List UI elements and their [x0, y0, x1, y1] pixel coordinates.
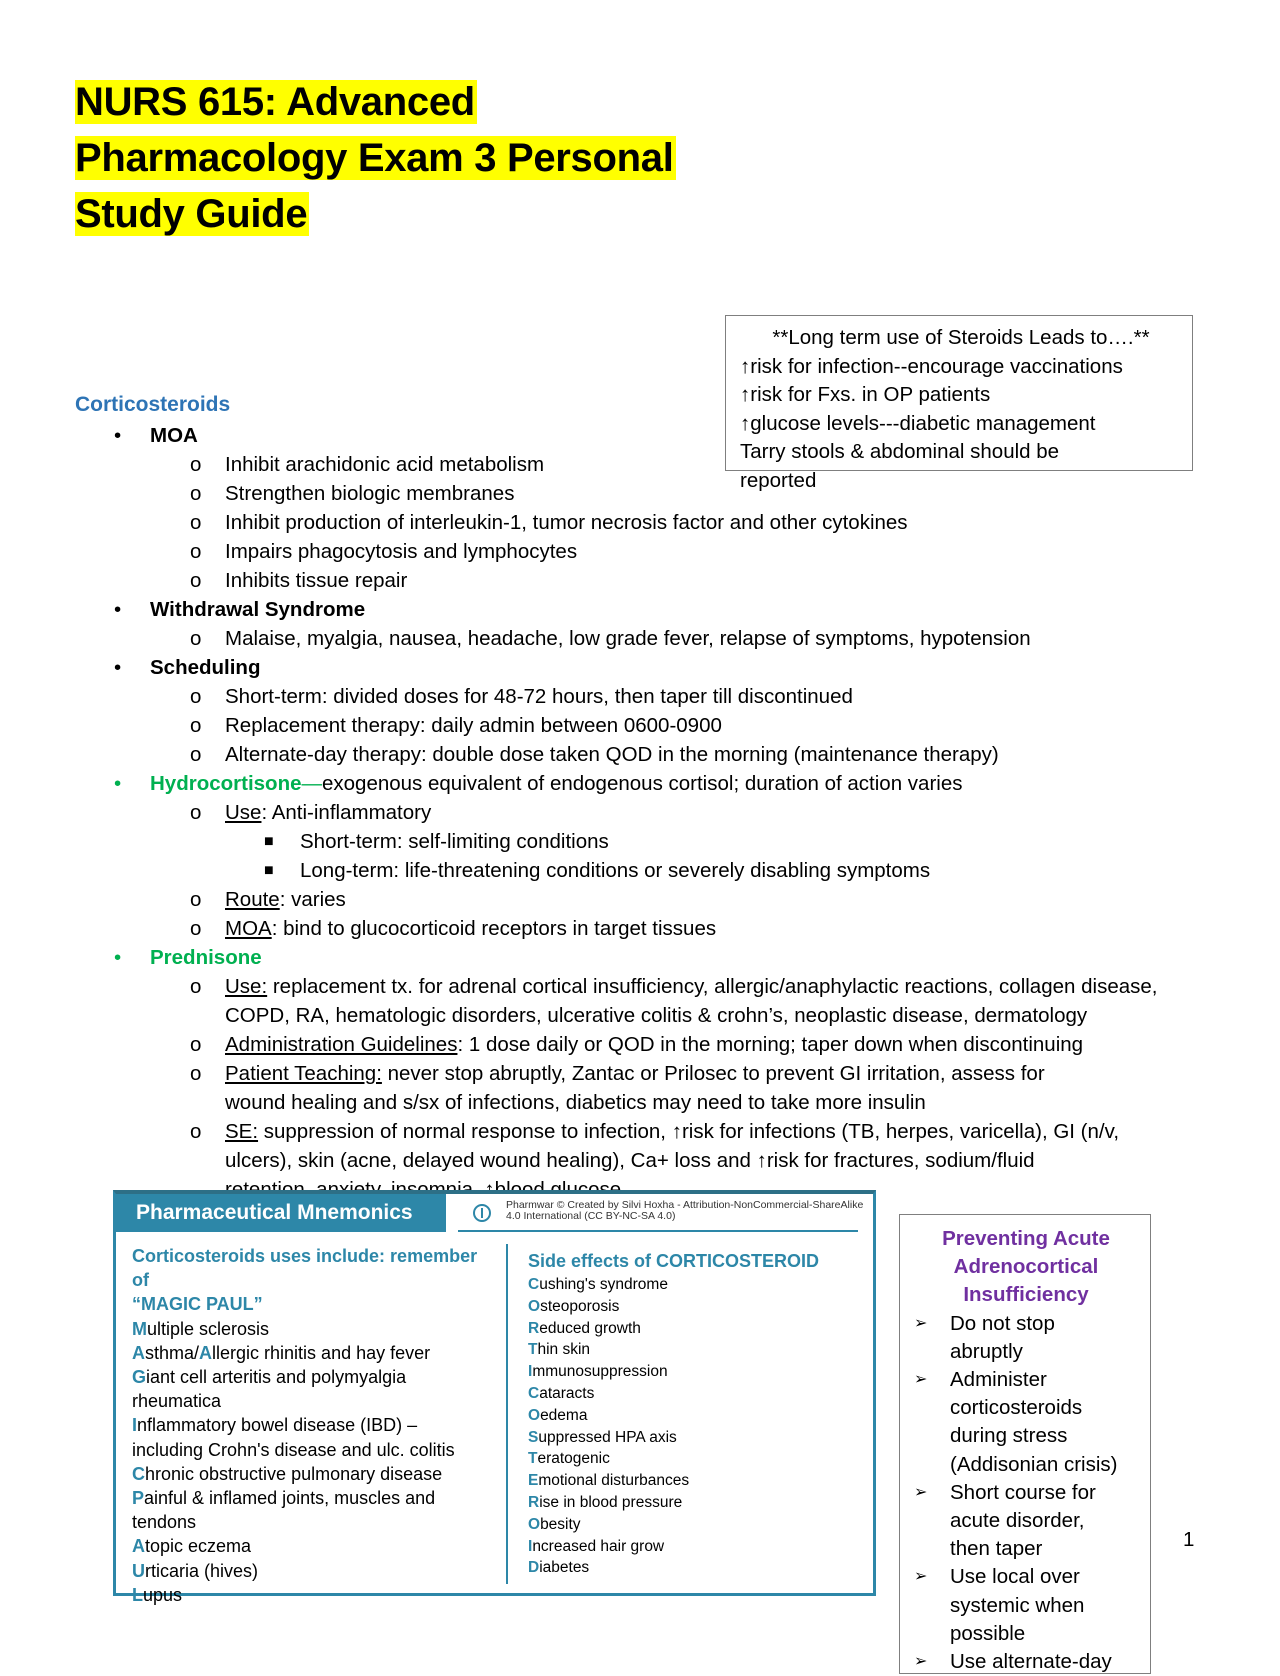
- page-number: 1: [1183, 1528, 1195, 1551]
- prevent-item-line: Do not stop: [950, 1311, 1055, 1335]
- mnemonic-side-effect-item: [528, 1448, 858, 1470]
- prevent-item-line: corticosteroids: [950, 1396, 1083, 1420]
- uses-heading-mnemonic: “MAGIC PAUL”: [132, 1294, 263, 1315]
- teaching-line: [225, 1059, 1045, 1088]
- teaching-text-cont: wound healing and s/sx of infections, diabetics may need to take more insulin: [225, 1091, 926, 1114]
- prevent-item: [910, 1366, 1142, 1479]
- teaching-text: never stop abruptly, Zantac or Prilosec to prevent GI irritation, assess for: [381, 1062, 1045, 1085]
- route-line: [225, 885, 346, 914]
- uses-heading: Corticosteroids uses include: remember of: [132, 1246, 478, 1291]
- pharmwar-logo-icon: [473, 1204, 491, 1222]
- mnemonic-text: nflammatory bowel disease (IBD) –: [137, 1415, 418, 1436]
- mnemonic-use-item: [132, 1413, 497, 1437]
- bullet: •: [114, 598, 122, 621]
- mnemonic-initial: O: [528, 1297, 541, 1315]
- use-text: : Anti-inflammatory: [261, 801, 432, 824]
- mnemonic-initial: C: [132, 1463, 145, 1484]
- sub-bullet: o: [190, 482, 202, 505]
- mnemonic-header: Pharmaceutical Mnemonics: [116, 1194, 446, 1232]
- mnemonic-text: motional disturbances: [538, 1472, 690, 1490]
- route-text: : varies: [279, 888, 346, 911]
- title-line-3: Study Guide: [75, 192, 308, 236]
- mnemonic-text: including Crohn's disease and ulc. colitis: [132, 1439, 455, 1460]
- mnemonic-side-effect-item: [528, 1318, 858, 1340]
- mnemonic-text: llergic rhinitis and hay fever: [212, 1342, 431, 1363]
- sub-bullet: o: [190, 511, 202, 534]
- callout-title: **Long term use of Steroids Leads to….**: [772, 326, 1150, 349]
- prevent-title-line: Adrenocortical: [953, 1255, 1099, 1279]
- section-heading: Corticosteroids: [75, 393, 231, 416]
- use-line: [225, 972, 1157, 1001]
- list-item: Inhibit arachidonic acid metabolism: [225, 453, 545, 476]
- prevent-title-line: Preventing Acute: [942, 1227, 1110, 1250]
- mnemonic-image: [113, 1190, 876, 1605]
- mnemonic-initial: C: [528, 1276, 540, 1293]
- mnemonic-text: ultiple sclerosis: [147, 1318, 270, 1339]
- mnemonic-text: besity: [540, 1515, 581, 1533]
- mnemonic-use-item: [132, 1341, 497, 1365]
- mnemonic-text: ainful & inflamed joints, muscles and: [144, 1488, 436, 1509]
- callout-line: ↑glucose levels---diabetic management: [740, 411, 1096, 435]
- mnemonic-use-item: [132, 1317, 497, 1341]
- prevent-title-line: Insufficiency: [963, 1283, 1089, 1307]
- mnemonic-initial: R: [528, 1493, 540, 1511]
- mnemonic-initial: T: [528, 1450, 538, 1468]
- prevent-title: [910, 1225, 1142, 1310]
- mnemonic-side-effect-item: [528, 1296, 858, 1318]
- scheduling-heading: Scheduling: [150, 656, 261, 679]
- mnemonic-side-effect-item: [528, 1536, 858, 1558]
- mnemonic-use-item: [132, 1583, 497, 1607]
- mnemonic-use-item: [132, 1486, 497, 1510]
- prevent-item-line: Use local over: [950, 1565, 1080, 1589]
- mnemonic-text: ncreased hair grow: [532, 1537, 665, 1555]
- prevent-item-line: (Addisonian crisis): [950, 1452, 1118, 1476]
- moa-heading: MOA: [150, 424, 198, 447]
- mnemonic-use-item: [132, 1510, 497, 1534]
- withdrawal-heading: Withdrawal Syndrome: [150, 598, 366, 621]
- prevent-insufficiency-box: [899, 1214, 1151, 1674]
- mnemonic-use-item: [132, 1534, 497, 1558]
- mnemonic-side-effect-item: [528, 1470, 858, 1492]
- uses-list: [132, 1317, 497, 1607]
- prevent-item: [910, 1648, 1142, 1676]
- sub-bullet: o: [190, 975, 202, 998]
- mnemonic-initial: T: [528, 1341, 538, 1359]
- prevent-item-line: Administer: [950, 1368, 1047, 1392]
- mnemonic-side-effect-item: [528, 1514, 858, 1536]
- list-item: Inhibit production of interleukin-1, tumor necrosis factor and other cytokines: [225, 511, 908, 534]
- sub-bullet: o: [190, 1033, 202, 1056]
- list-item: Impairs phagocytosis and lymphocytes: [225, 540, 578, 563]
- square-bullet: ■: [264, 862, 274, 879]
- list-item: Strengthen biologic membranes: [225, 482, 515, 505]
- prevent-item: [910, 1563, 1142, 1648]
- mnemonic-text: ataracts: [539, 1384, 595, 1402]
- mnemonic-text: upus: [143, 1584, 183, 1605]
- mnemonic-initial: C: [528, 1384, 540, 1402]
- header-rule: [458, 1230, 858, 1232]
- arrow-bullet-icon: ➢: [914, 1568, 928, 1586]
- drug-name: Prednisone: [150, 946, 262, 969]
- title-line-1: NURS 615: Advanced: [75, 80, 475, 124]
- list-item: Alternate-day therapy: double dose taken QOD in the morning (maintenance therapy): [225, 743, 999, 766]
- sub-bullet: o: [190, 1062, 202, 1085]
- use-label: Use:: [225, 975, 268, 998]
- sub-bullet: o: [190, 627, 202, 650]
- use-line: [225, 798, 431, 827]
- se-label: SE:: [225, 1120, 259, 1143]
- bullet: •: [114, 772, 122, 795]
- square-bullet: ■: [264, 833, 274, 850]
- callout-line: ↑risk for infection--encourage vaccinations: [740, 354, 1123, 378]
- mnemonic-side-effect-item: [528, 1383, 858, 1405]
- prevent-item-line: Short course for: [950, 1480, 1096, 1504]
- sub-bullet: o: [190, 540, 202, 563]
- prevent-item-line: acute disorder,: [950, 1509, 1085, 1533]
- mnemonic-use-item: [132, 1559, 497, 1583]
- admin-text: : 1 dose daily or QOD in the morning; taper down when discontinuing: [457, 1033, 1084, 1056]
- list-item: Long-term: life-threatening conditions or severely disabling symptoms: [300, 859, 931, 882]
- mnemonic-initial: L: [132, 1584, 143, 1605]
- mnemonic-initial: D: [528, 1559, 540, 1577]
- mnemonic-initial: O: [528, 1515, 541, 1533]
- bullet: •: [114, 946, 122, 969]
- list-item: Replacement therapy: daily admin between 0600-0900: [225, 714, 722, 737]
- mnemonic-text: rheumatica: [132, 1391, 222, 1412]
- side-effects-heading: Side effects of CORTICOSTEROID: [528, 1251, 820, 1271]
- sub-bullet: o: [190, 685, 202, 708]
- mnemonic-use-item: [132, 1365, 497, 1389]
- callout-line: reported: [740, 468, 817, 492]
- uses-column: [132, 1244, 497, 1607]
- sub-bullet: o: [190, 743, 202, 766]
- mnemonic-initial: G: [132, 1367, 147, 1388]
- arrow-bullet-icon: ➢: [914, 1371, 928, 1389]
- list-item: Short-term: divided doses for 48-72 hours, then taper till discontinued: [225, 685, 853, 708]
- mnemonic-side-effect-item: [528, 1557, 858, 1579]
- mnemonic-initial: P: [132, 1488, 145, 1509]
- arrow-bullet-icon: ➢: [914, 1483, 928, 1501]
- mnemonic-text: eratogenic: [537, 1450, 610, 1468]
- mnemonic-text: topic eczema: [145, 1536, 252, 1557]
- prevent-item: [910, 1479, 1142, 1564]
- mnemonic-initial: I: [528, 1363, 533, 1381]
- sub-bullet: o: [190, 801, 202, 824]
- title-line-2: Pharmacology Exam 3 Personal: [75, 136, 674, 180]
- prevent-item-line: possible: [950, 1621, 1026, 1645]
- bullet: •: [114, 424, 122, 447]
- callout-line: Tarry stools & abdominal should be: [740, 440, 1060, 463]
- mnemonic-initial: S: [528, 1428, 539, 1446]
- teaching-label: Patient Teaching:: [225, 1062, 382, 1085]
- prevent-item-line: during stress: [950, 1424, 1068, 1448]
- mnemonic-initial: R: [528, 1319, 540, 1337]
- moa-label: MOA: [225, 917, 272, 940]
- mnemonic-initial: M: [132, 1318, 147, 1339]
- mnemonic-side-effect-item: [528, 1361, 858, 1383]
- mnemonic-initial: I: [132, 1415, 138, 1436]
- mnemonic-text: mmunosuppression: [532, 1363, 668, 1381]
- mnemonic-text: uppressed HPA axis: [538, 1428, 677, 1446]
- hydrocortisone-line: [150, 769, 963, 798]
- side-effects-column: [528, 1248, 858, 1579]
- mnemonic-use-item: [132, 1389, 497, 1413]
- route-label: Route: [225, 888, 280, 911]
- page-title: [75, 74, 695, 242]
- mnemonic-side-effect-item: [528, 1427, 858, 1449]
- mnemonic-initial: I: [528, 1537, 533, 1555]
- mnemonic-credit: Pharmwar © Created by Silvi Hoxha - Attribution-NonCommercial-ShareAlike 4.0 International (CC BY-NC-SA 4.0): [506, 1199, 864, 1222]
- moa-text: : bind to glucocorticoid receptors in target tissues: [271, 917, 717, 940]
- prevent-item-line: systemic when: [950, 1593, 1085, 1617]
- side-effects-list: [528, 1274, 858, 1579]
- moa-line: [225, 914, 716, 943]
- admin-label: Administration Guidelines: [225, 1033, 458, 1056]
- list-item: Short-term: self-limiting conditions: [300, 830, 609, 853]
- sub-bullet: o: [190, 569, 202, 592]
- steroid-warning-box: [725, 315, 1193, 492]
- mnemonic-initial: U: [132, 1560, 145, 1581]
- prevent-item: [910, 1310, 1142, 1366]
- mnemonic-text: rticaria (hives): [145, 1560, 259, 1581]
- mnemonic-use-item: [132, 1462, 497, 1486]
- mnemonic-side-effect-item: [528, 1405, 858, 1427]
- drug-name: Hydrocortisone: [150, 772, 302, 795]
- se-text-cont: ulcers), skin (acne, delayed wound healing), Ca+ loss and ↑risk for fractures, sodium/fluid: [225, 1149, 1035, 1172]
- arrow-bullet-icon: ➢: [914, 1314, 928, 1332]
- mnemonic-text: ise in blood pressure: [539, 1493, 683, 1511]
- mnemonic-initial: O: [528, 1406, 541, 1424]
- list-item: Inhibits tissue repair: [225, 569, 408, 592]
- drug-description: exogenous equivalent of endogenous cortisol; duration of action varies: [322, 772, 963, 795]
- column-divider: [506, 1244, 508, 1584]
- mnemonic-initial: E: [528, 1472, 539, 1490]
- bullet: •: [114, 656, 122, 679]
- mnemonic-text: hronic obstructive pulmonary disease: [145, 1463, 443, 1484]
- mnemonic-text: ushing's syndrome: [539, 1276, 668, 1293]
- prevent-item-line: Use alternate-day: [950, 1650, 1112, 1674]
- mnemonic-side-effect-item: [528, 1492, 858, 1514]
- arrow-bullet-icon: ➢: [914, 1653, 928, 1671]
- mnemonic-side-effect-item: [528, 1274, 858, 1296]
- mnemonic-text: steoporosis: [540, 1297, 620, 1315]
- mnemonic-use-item: [132, 1438, 497, 1462]
- sub-bullet: o: [190, 1120, 202, 1143]
- mnemonic-text: educed growth: [539, 1319, 641, 1337]
- se-line: [225, 1117, 1119, 1146]
- mnemonic-initial: A: [132, 1536, 145, 1557]
- callout-line: ↑risk for Fxs. in OP patients: [740, 383, 991, 406]
- sub-bullet: o: [190, 888, 202, 911]
- sub-bullet: o: [190, 453, 202, 476]
- mnemonic-text: edema: [540, 1406, 588, 1424]
- prevent-list: [910, 1310, 1142, 1676]
- mnemonic-text: sthma/: [145, 1342, 200, 1363]
- prevent-item-line: abruptly: [950, 1339, 1023, 1363]
- use-text: replacement tx. for adrenal cortical insufficiency, allergic/anaphylactic reactions, collagen disease,: [267, 975, 1158, 998]
- mnemonic-text: iabetes: [539, 1559, 590, 1577]
- mnemonic-text: iant cell arteritis and polymyalgia: [146, 1367, 407, 1388]
- dash: —: [301, 772, 322, 795]
- sub-bullet: o: [190, 714, 202, 737]
- mnemonic-text: tendons: [132, 1512, 197, 1533]
- use-label: Use: [225, 801, 262, 824]
- mnemonic-text: hin skin: [537, 1341, 591, 1359]
- list-item: Malaise, myalgia, nausea, headache, low grade fever, relapse of symptoms, hypotension: [225, 627, 1031, 650]
- mnemonic-side-effect-item: [528, 1339, 858, 1361]
- use-text-cont: COPD, RA, hematologic disorders, ulcerative colitis & crohn’s, neoplastic disease, dermatology: [225, 1004, 1088, 1027]
- se-text: suppression of normal response to infection, ↑risk for infections (TB, herpes, varicella), GI (n/v,: [258, 1120, 1120, 1143]
- sub-bullet: o: [190, 917, 202, 940]
- mnemonic-initial: A: [132, 1342, 145, 1363]
- mnemonic-initial: A: [199, 1342, 213, 1363]
- prevent-item-line: then taper: [950, 1537, 1043, 1561]
- admin-line: [225, 1030, 1083, 1059]
